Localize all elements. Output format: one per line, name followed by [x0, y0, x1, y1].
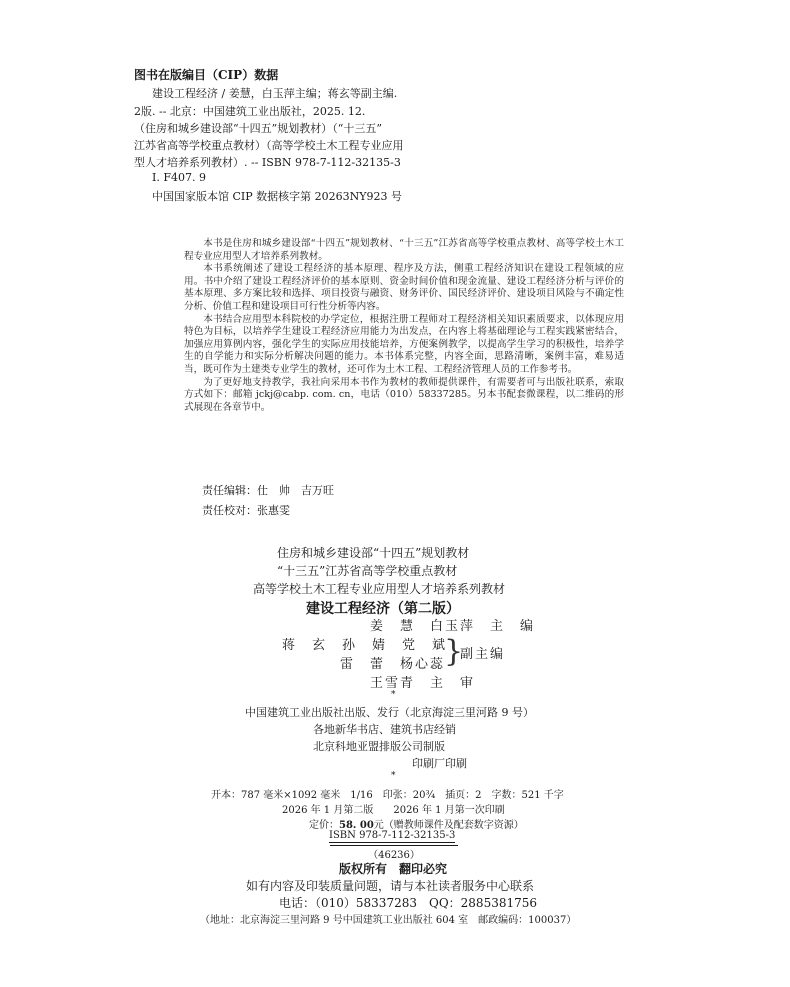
separator-star: *	[391, 771, 396, 781]
chief-editors: 姜 慧 白玉萍 主 编	[370, 619, 536, 634]
cip-classification: Ⅰ. F407. 9	[152, 171, 206, 184]
format-line: 开本：787 毫米×1092 毫米 1/16 印张：20¾ 插页：2 字数：521 千字	[211, 790, 564, 801]
cip-line: 型人才培养系列教材）. -- ISBN 978-7-112-32135-3	[134, 156, 401, 169]
isbn-line	[329, 830, 455, 841]
responsible-editor: 责任编辑：仕 帅 吉万旺	[202, 484, 334, 497]
price-label: 定价：	[309, 820, 339, 831]
contact-phone: 电话：（010）58337283 QQ：2885381756	[279, 896, 538, 910]
summary-paragraph: 本书是住房和城乡建设部“十四五”规划教材、“十三五”江苏省高等学校重点教材、高等学校土木工程专业应用型人才培养系列教材。	[184, 238, 624, 262]
typesetter-line: 北京科地亚盟排版公司制版	[313, 740, 445, 753]
separator-star: *	[391, 690, 396, 700]
edition-line: 2026 年 1 月第二版 2026 年 1 月第一次印刷	[282, 805, 505, 816]
price-line	[309, 816, 524, 831]
series-line: 住房和城乡建设部“十四五”规划教材	[277, 546, 470, 560]
chief-reviewer: 王雪青 主 审	[370, 676, 476, 691]
brace-icon: }	[444, 634, 464, 669]
distributor-line: 各地新华书店、建筑书店经销	[313, 723, 456, 736]
deputy-editors-row1: 蒋 玄 孙 婧 党 斌	[282, 638, 448, 653]
printer-line: 印刷厂印刷	[412, 757, 467, 770]
summary-paragraph: 本书结合应用型本科院校的办学定位，根据注册工程师对工程经济相关知识素质要求，以体现应用特色为目标，以培养学生建设工程经济应用能力为出发点，在内容上将基础理论与工程实践紧密结合，加强应用算例内容，强化学生的实际应用技能培养，方便案例教学，以提高学生学习的积极性，培养学生的自学能力和实际分析解决问题的能力。本书体系完整，内容全面，思路清晰，案例丰富，难易适当，既可作为土建类专业学生的教材，还可作为土木工程、工程经济管理人员的工作参考书。	[184, 313, 624, 375]
cip-record-number: 中国国家版本馆 CIP 数据核字第 20263NY923 号	[152, 190, 403, 203]
series-line: “十三五”江苏省高等学校重点教材	[277, 564, 458, 578]
series-line: 高等学校土木工程专业应用型人才培养系列教材	[253, 582, 506, 596]
cip-title: 图书在版编目（CIP）数据	[134, 68, 279, 82]
service-notice: 如有内容及印装质量问题，请与本社读者服务中心联系	[246, 879, 535, 893]
deputy-editor-label: 副主编	[460, 647, 506, 662]
price-note: 元（赠教师课件及配套数字资源）	[373, 820, 524, 831]
cip-line: 江苏省高等学校重点教材）（高等学校土木工程专业应用	[134, 139, 404, 152]
copyright-line: 版权所有 翻印必究	[339, 862, 448, 876]
publisher-line: 中国建筑工业出版社出版、发行（北京海淀三里河路 9 号）	[245, 706, 534, 719]
price-value: 58. 00	[339, 820, 374, 831]
cip-line: （住房和城乡建设部“十四五”规划教材）（“十三五”	[134, 122, 382, 135]
publisher-address: （地址：北京海淀三里河路 9 号中国建筑工业出版社 604 室 邮政编码：100037）	[200, 915, 577, 926]
book-summary	[184, 238, 624, 414]
cip-line: 建设工程经济 / 姜慧，白玉萍主编；蒋玄等副主编.	[152, 87, 398, 100]
responsible-proofreader: 责任校对：张惠雯	[202, 504, 290, 517]
cip-line: 2版. -- 北京：中国建筑工业出版社，2025. 12.	[134, 105, 366, 118]
isbn-text: ISBN 978-7-112-32135-3	[329, 830, 456, 841]
summary-paragraph: 为了更好地支持教学，我社向采用本书作为教材的教师提供课件，有需要者可与出版社联系，索取方式如下：邮箱 jckj@cabp. com. cn，电话（010）58337285。另本书配套微课程，以二维码的形式展现在各章节中。	[184, 376, 624, 413]
deputy-editors-row2: 雷 蕾 杨心蕊	[340, 657, 446, 672]
book-code: （46236）	[330, 845, 458, 861]
summary-paragraph: 本书系统阐述了建设工程经济的基本原理、程序及方法，侧重工程经济知识在建设工程领域的应用。书中介绍了建设工程经济评价的基本原则、资金时间价值和现金流量、建设工程经济分析与评价的基本原理、多方案比较和选择、项目投资与融资、财务评价、国民经济评价、建设项目风险与不确定性分析、价值工程和建设项目可行性分析等内容。	[184, 263, 624, 312]
book-title: 建设工程经济（第二版）	[306, 601, 460, 617]
